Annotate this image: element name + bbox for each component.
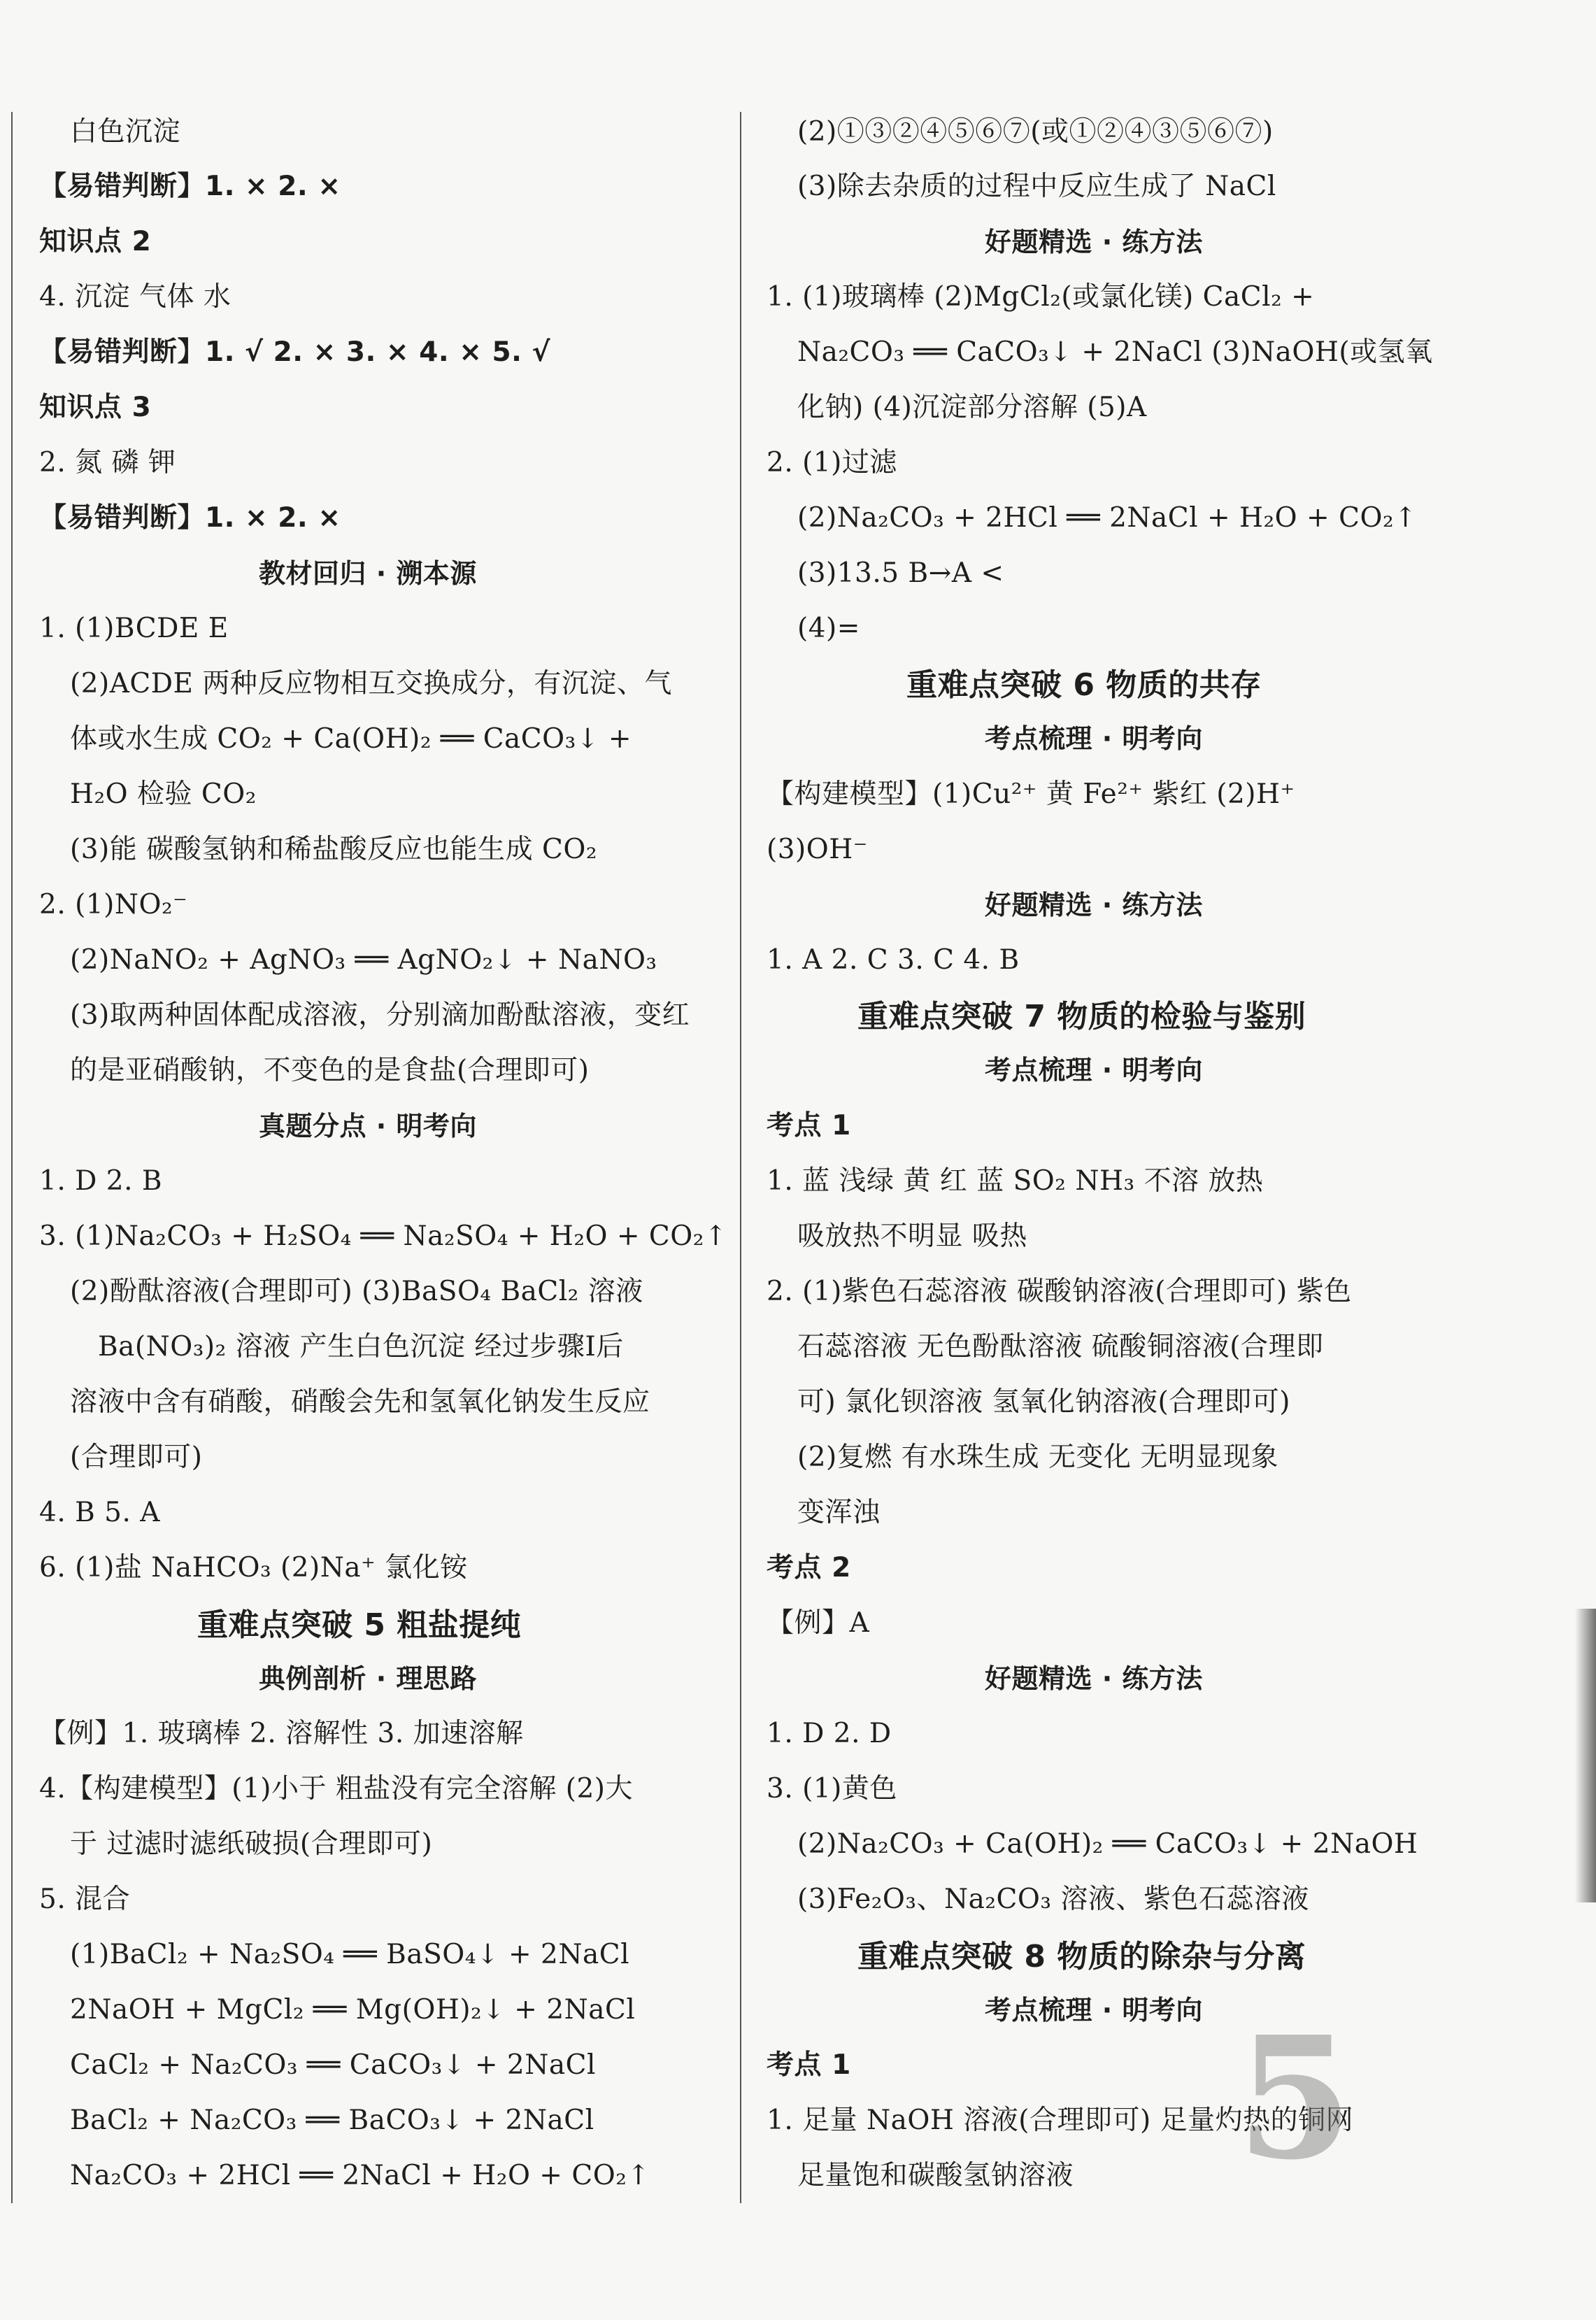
equation-line: (2)Na₂CO₃ + Ca(OH)₂ ══ CaCO₃↓ + 2NaOH [797, 1828, 1418, 1860]
answer-item: 3. (1)Na₂CO₃ + H₂SO₄ ══ Na₂SO₄ + H₂O + CO₂↑ [39, 1221, 728, 1252]
answer-line: (2)酚酞溶液(合理即可) (3)BaSO₄ BaCl₂ 溶液 [70, 1276, 643, 1307]
answer-item: 2. (1)NO₂⁻ [39, 889, 188, 920]
knowledge-point-heading: 知识点 3 [39, 392, 152, 423]
answer-line: (3)取两种固体配成溶液，分别滴加酚酞溶液，变红 [70, 999, 690, 1031]
answer-item: 【例】1. 玻璃棒 2. 溶解性 3. 加速溶解 [39, 1718, 524, 1749]
section-heading: 考点梳理 · 明考向 [985, 723, 1203, 754]
answer-line: (合理即可) [70, 1442, 203, 1473]
answer-item: 1. D 2. B [39, 1165, 163, 1197]
answer-item: 【构建模型】(1)Cu²⁺ 黄 Fe²⁺ 紫红 (2)H⁺ [767, 778, 1295, 810]
equation-line: CaCl₂ + Na₂CO₃ ══ CaCO₃↓ + 2NaCl [70, 2049, 596, 2081]
answer-line: (2)NaNO₂ + AgNO₃ ══ AgNO₂↓ + NaNO₃ [70, 944, 657, 976]
section-heading: 考点梳理 · 明考向 [985, 1055, 1203, 1086]
error-judgement: 【易错判断】1. × 2. × [39, 502, 341, 534]
answer-line: Ba(NO₃)₂ 溶液 产生白色沉淀 经过步骤Ⅰ后 [98, 1331, 624, 1362]
section-heading: 典例剖析 · 理思路 [259, 1663, 477, 1694]
answer-item: 1. D 2. D [767, 1718, 892, 1749]
answer-line: (3)OH⁻ [767, 834, 868, 865]
answer-line: H₂O 检验 CO₂ [70, 778, 257, 810]
answer-line: (2)复燃 有水珠生成 无变化 无明显现象 [797, 1442, 1278, 1473]
section-heading: 考点梳理 · 明考向 [985, 1995, 1203, 2026]
answer-line: Na₂CO₃ ══ CaCO₃↓ + 2NaCl (3)NaOH(或氢氧 [797, 336, 1433, 368]
answer-item: 1. (1)玻璃棒 (2)MgCl₂(或氯化镁) CaCl₂ + [767, 281, 1315, 313]
answer-item: 2. (1)过滤 [767, 447, 897, 478]
topic-heading: 重难点突破 5 粗盐提纯 [197, 1607, 522, 1643]
answer-item: 3. (1)黄色 [767, 1773, 897, 1805]
topic-heading: 重难点突破 6 物质的共存 [906, 667, 1262, 703]
page-number: 5 [1237, 2000, 1353, 2197]
answer-line: 足量饱和碳酸氢钠溶液 [797, 2160, 1074, 2191]
answer-item: 4.【构建模型】(1)小于 粗盐没有完全溶解 (2)大 [39, 1773, 633, 1805]
answer-line: 于 过滤时滤纸破损(合理即可) [70, 1828, 433, 1860]
exam-point-heading: 考点 2 [767, 1552, 851, 1584]
left-margin-rule [11, 112, 13, 2203]
section-heading: 真题分点 · 明考向 [259, 1111, 477, 1141]
answer-item: 1. 蓝 浅绿 黄 红 蓝 SO₂ NH₃ 不溶 放热 [767, 1165, 1264, 1197]
section-heading: 教材回归 · 溯本源 [259, 558, 477, 589]
answer-item: 1. (1)BCDE E [39, 613, 229, 644]
answer-item: 1. 足量 NaOH 溶液(合理即可) 足量灼热的铜网 [767, 2105, 1354, 2136]
answer-line: (3)13.5 B→A < [797, 557, 1004, 589]
equation-line: 2NaOH + MgCl₂ ══ Mg(OH)₂↓ + 2NaCl [70, 1994, 636, 2026]
knowledge-point-heading: 知识点 2 [39, 226, 152, 257]
answer-item: 6. (1)盐 NaHCO₃ (2)Na⁺ 氯化铵 [39, 1552, 468, 1584]
topic-heading: 重难点突破 7 物质的检验与鉴别 [857, 999, 1306, 1034]
section-heading: 好题精选 · 练方法 [985, 890, 1203, 920]
equation-line: (1)BaCl₂ + Na₂SO₄ ══ BaSO₄↓ + 2NaCl [70, 1939, 630, 1970]
error-judgement: 【易错判断】1. × 2. × [39, 171, 341, 202]
answer-line: 变浑浊 [797, 1497, 881, 1528]
equation-line: Na₂CO₃ + 2HCl ══ 2NaCl + H₂O + CO₂↑ [70, 2160, 650, 2191]
answer-item: 1. A 2. C 3. C 4. B [767, 944, 1020, 976]
page-edge-shadow [1575, 1609, 1596, 1902]
answer-line: (3)Fe₂O₃、Na₂CO₃ 溶液、紫色石蕊溶液 [797, 1884, 1309, 1915]
answer-line: 化钠) (4)沉淀部分溶解 (5)A [797, 392, 1147, 423]
answer-line: (4)= [797, 613, 860, 644]
error-judgement: 【易错判断】1. √ 2. × 3. × 4. × 5. √ [39, 336, 551, 368]
answer-item: 4. 沉淀 气体 水 [39, 281, 231, 313]
answer-line: (2)ACDE 两种反应物相互交换成分，有沉淀、气 [70, 668, 672, 699]
answer-line: 可) 氯化钡溶液 氢氧化钠溶液(合理即可) [797, 1386, 1290, 1418]
answer-item: 2. 氮 磷 钾 [39, 447, 176, 478]
section-heading: 好题精选 · 练方法 [985, 227, 1203, 257]
example-answer: 【例】A [767, 1607, 870, 1639]
text-line: 白色沉淀 [70, 116, 181, 148]
topic-heading: 重难点突破 8 物质的除杂与分离 [857, 1939, 1306, 1974]
section-heading: 好题精选 · 练方法 [985, 1663, 1203, 1694]
left-column [0, 0, 741, 2320]
exam-point-heading: 考点 1 [767, 1110, 851, 1141]
answer-line: 吸放热不明显 吸热 [797, 1221, 1027, 1252]
exam-point-heading: 考点 1 [767, 2049, 851, 2081]
answer-line: 溶液中含有硝酸，硝酸会先和氢氧化钠发生反应 [70, 1386, 650, 1418]
answer-line: 石蕊溶液 无色酚酞溶液 硫酸铜溶液(合理即 [797, 1331, 1324, 1362]
answer-item: 5. 混合 [39, 1884, 131, 1915]
answer-line: 的是亚硝酸钠，不变色的是食盐(合理即可) [70, 1055, 590, 1086]
answer-line: (3)能 碳酸氢钠和稀盐酸反应也能生成 CO₂ [70, 834, 597, 865]
answer-line: 体或水生成 CO₂ + Ca(OH)₂ ══ CaCO₃↓ + [70, 723, 632, 755]
answer-item: 2. (1)紫色石蕊溶液 碳酸钠溶液(合理即可) 紫色 [767, 1276, 1352, 1307]
equation-line: BaCl₂ + Na₂CO₃ ══ BaCO₃↓ + 2NaCl [70, 2105, 594, 2136]
answer-line: (3)除去杂质的过程中反应生成了 NaCl [797, 171, 1276, 202]
equation-line: (2)Na₂CO₃ + 2HCl ══ 2NaCl + H₂O + CO₂↑ [797, 502, 1418, 534]
answer-item: 4. B 5. A [39, 1497, 160, 1528]
right-column [741, 0, 1596, 2320]
answer-line: (2)①③②④⑤⑥⑦(或①②④③⑤⑥⑦) [797, 116, 1274, 148]
